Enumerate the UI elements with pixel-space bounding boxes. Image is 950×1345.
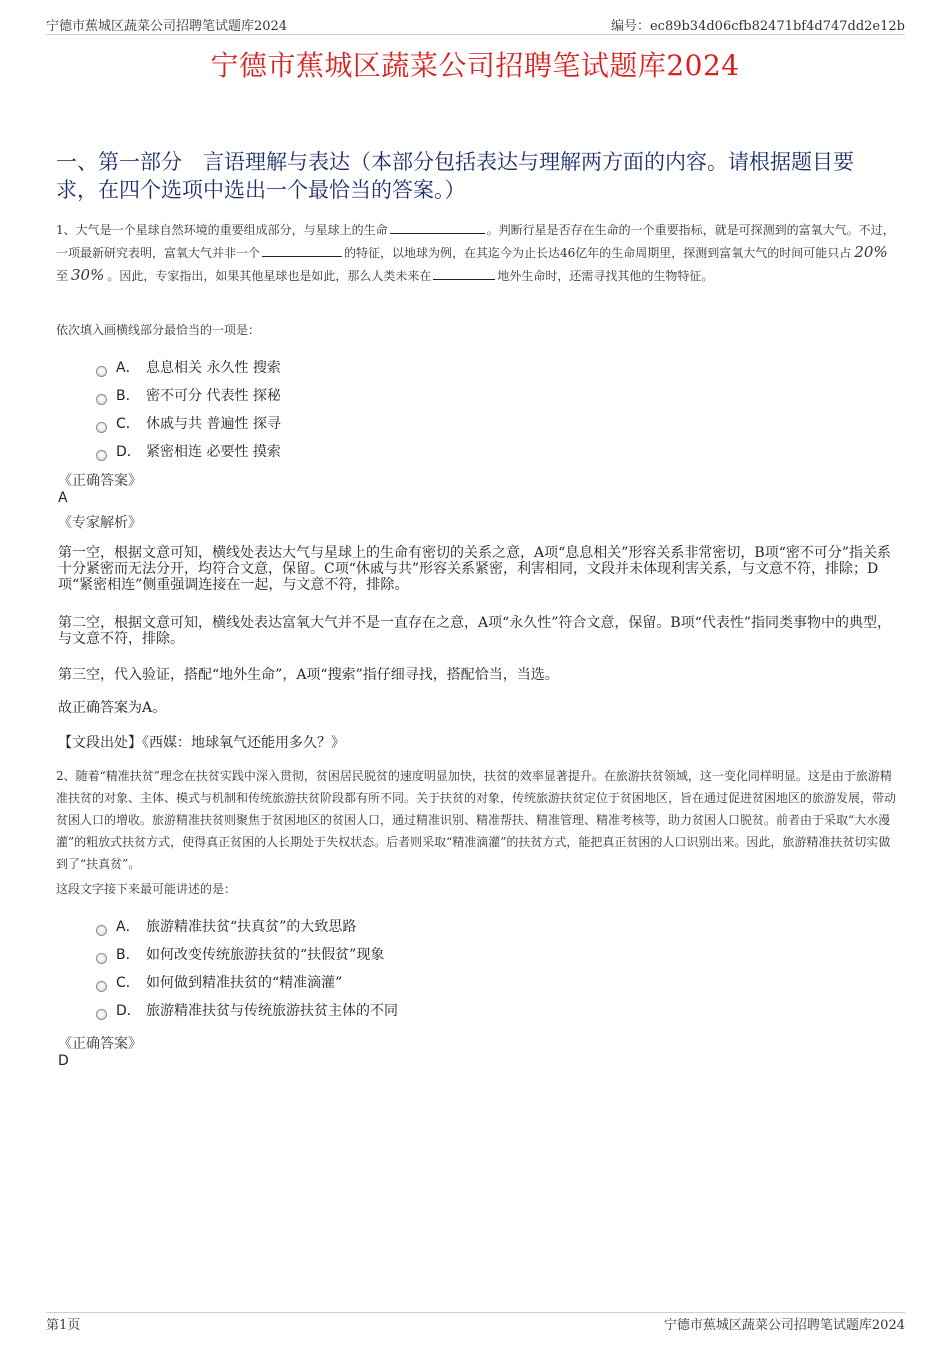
q1-text-part: 。判断行星是否存在生命的一个重要指标，就是可探测到的富氧大气。不过，一项最新研究表明，富氧大气并非一个 [56,223,895,260]
option-text: 如何改变传统旅游扶贫的“扶假贫”现象 [146,947,385,963]
option-letter: D． [116,1003,141,1019]
header-doc-id: 编号：ec89b34d06cfb82471bf4d747dd2e12b [610,19,905,34]
option-letter: A． [116,919,140,935]
question-1-prompt: 依次填入画横线部分最恰当的一项是： [56,323,261,337]
option-a[interactable] [96,912,398,940]
q1-text-part: 至 [56,269,69,283]
radio-button[interactable] [96,450,107,461]
percent-30: 30% [71,266,105,284]
option-d[interactable] [96,437,281,465]
radio-button[interactable] [96,366,107,377]
q1-text-part: 。因此，专家指出，如果其他星球也是如此，那么人类未来在 [107,269,432,283]
analysis-paragraph-2: 第二空，根据文意可知，横线处表达富氧大气并不是一直存在之意，A项“永久性”符合文意，保留。B项“代表性”指同类事物中的典型，与文意不符，排除。 [58,615,892,647]
q1-text-part: 1、大气是一个星球自然环境的重要组成部分，与星球上的生命 [56,223,388,237]
question-2-options [96,912,398,1024]
q1-text-part: 的特征，以地球为例，在其迄今为止长达46亿年的生命周期里，探测到富氧大气的时间可能只占 [344,246,852,260]
radio-button[interactable] [96,394,107,405]
fill-blank-1 [390,221,485,234]
option-text: 息息相关 永久性 搜索 [146,360,281,376]
option-b[interactable] [96,381,281,409]
option-a[interactable] [96,353,281,381]
option-letter: C． [116,975,140,991]
question-1-options [96,353,281,465]
footer-doc-title: 宁德市蕉城区蔬菜公司招聘笔试题库2024 [663,1318,905,1333]
source-citation: 【文段出处】《西媒：地球氧气还能用多久？》 [58,735,345,751]
analysis-paragraph-3: 第三空，代入验证，搭配“地外生命”，A项“搜索”指仔细寻找，搭配恰当，当选。 [58,667,559,683]
option-c[interactable] [96,968,398,996]
analysis-label: 《专家解析》 [58,515,142,531]
answer-value: A [58,490,68,506]
answer-value: D [58,1053,69,1069]
option-letter: A． [116,360,140,376]
option-letter: C． [116,416,140,432]
answer-label: 《正确答案》 [58,1036,142,1052]
q1-text-part: 地外生命时，还需寻找其他的生物特征。 [497,269,714,283]
percent-20: 20% [854,243,888,261]
option-text: 旅游精准扶贫与传统旅游扶贫主体的不同 [146,1003,398,1019]
option-letter: B． [116,947,140,963]
radio-button[interactable] [96,925,107,936]
option-text: 密不可分 代表性 探秘 [146,388,281,404]
option-text: 休戚与共 普遍性 探寻 [146,416,281,432]
question-1-text [56,219,896,287]
option-c[interactable] [96,409,281,437]
option-text: 旅游精准扶贫“扶真贫”的大致思路 [146,919,357,935]
header-divider [46,34,905,35]
analysis-paragraph-1: 第一空，根据文意可知，横线处表达大气与星球上的生命有密切的关系之意，A项“息息相关”形容关系非常密切，B项“密不可分”指关系十分紧密而无法分开，均符合文意，保留。C项“休戚与共”形容关系紧密，利害相同，文段并未体现利害关系，与文意不符，排除；D项“紧密相连”侧重强调连接在一起，与文意不符，排除。 [58,545,892,593]
option-letter: D． [116,444,141,460]
option-letter: B． [116,388,140,404]
radio-button[interactable] [96,981,107,992]
option-text: 紧密相连 必要性 摸索 [146,444,281,460]
footer-divider [46,1312,905,1313]
header-doc-title: 宁德市蕉城区蔬菜公司招聘笔试题库2024 [46,19,288,34]
question-2-text: 2、随着“精准扶贫”理念在扶贫实践中深入贯彻，贫困居民脱贫的速度明显加快，扶贫的效率显著提升。在旅游扶贫领域，这一变化同样明显。这是由于旅游精准扶贫的对象、主体、模式与机制和传统旅游扶贫阶段都有所不同。关于扶贫的对象，传统旅游扶贫定位于贫困地区，旨在通过促进贫困地区的旅游发展，带动贫困人口的增收。旅游精准扶贫则聚焦于贫困地区的贫困人口，通过精准识别、精准帮扶、精准管理、精准考核等，助力贫困人口脱贫。前者由于采取“大水漫灌”的粗放式扶贫方式，使得真正贫困的人长期处于失权状态。后者则采取“精准滴灌”的扶贫方式，能把真正贫困的人口识别出来。因此，旅游精准扶贫切实做到了“扶真贫”。 [56,769,897,871]
page-title: 宁德市蕉城区蔬菜公司招聘笔试题库2024 [210,49,740,82]
radio-button[interactable] [96,422,107,433]
fill-blank-2 [262,244,342,257]
section-title: 一、第一部分 言语理解与表达（本部分包括表达与理解两方面的内容。请根据题目要求，在四个选项中选出一个最恰当的答案。） [56,150,854,202]
option-d[interactable] [96,996,398,1024]
radio-button[interactable] [96,1009,107,1020]
option-text: 如何做到精准扶贫的“精准滴灌” [146,975,343,991]
option-b[interactable] [96,940,398,968]
radio-button[interactable] [96,953,107,964]
question-2-prompt: 这段文字接下来最可能讲述的是： [56,882,237,896]
page-number: 第1页 [46,1318,81,1333]
answer-label: 《正确答案》 [58,473,142,489]
fill-blank-3 [433,267,495,280]
analysis-conclusion: 故正确答案为A。 [58,700,167,716]
